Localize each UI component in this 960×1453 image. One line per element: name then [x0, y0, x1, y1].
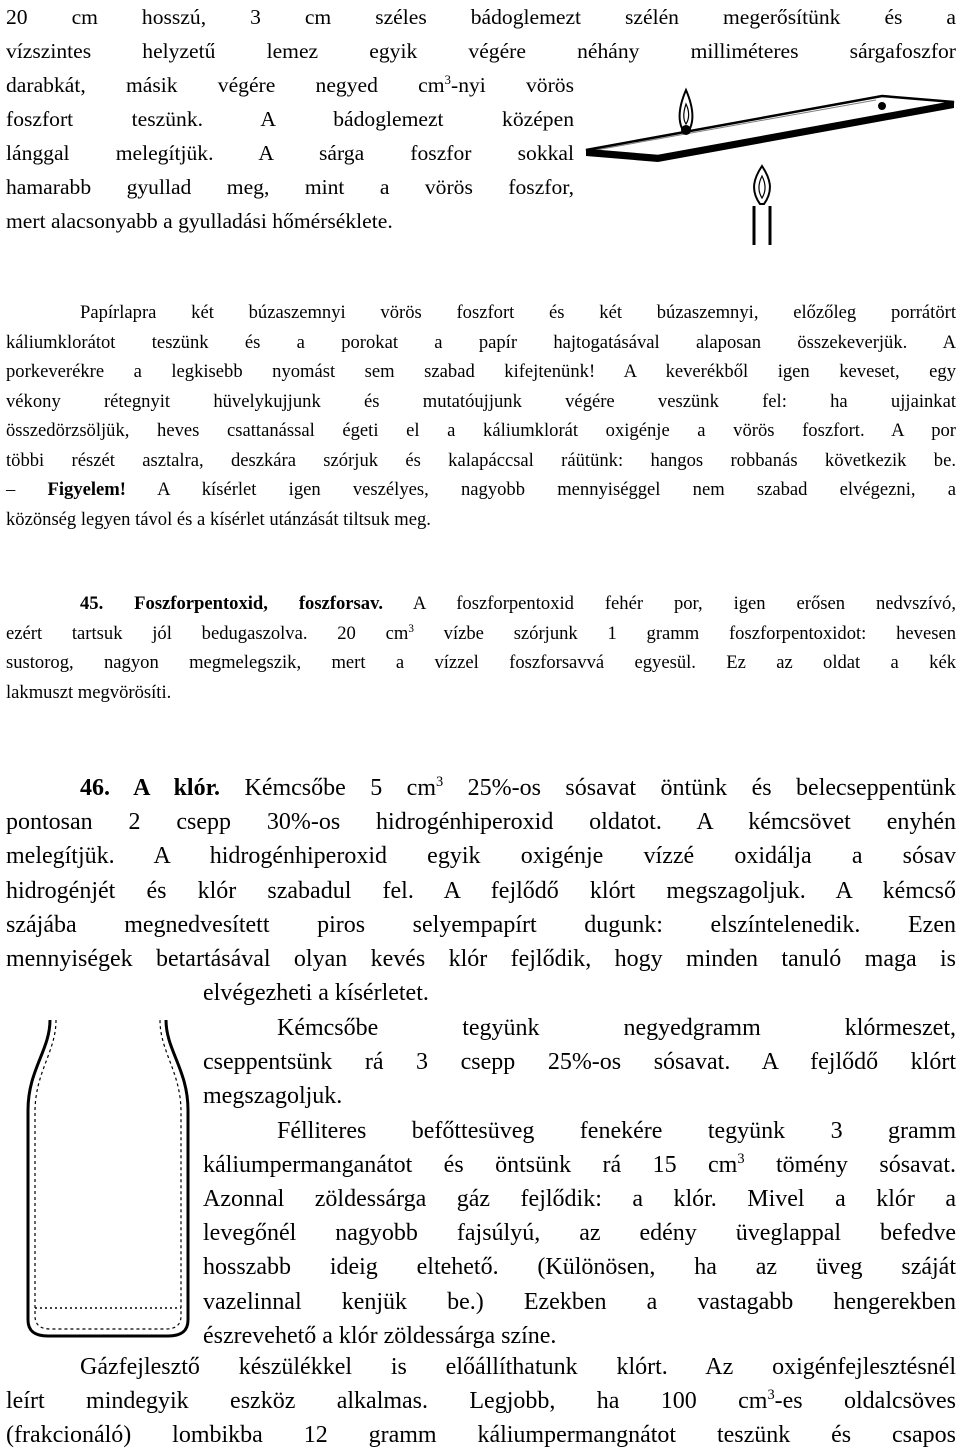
text-line: szájába megnedvesített piros selyempapírt dugunk: elszíntelenedik. Ezen [6, 911, 956, 938]
text-line: vízszintes helyzetű lemez egyik végére néhány milliméteres sárgafoszfor [6, 39, 956, 63]
section-45-phosphorus-pentoxide [6, 589, 956, 707]
text-line: melegítjük. A hidrogénhiperoxid egyik oxigénje vízzé oxidálja a sósav [6, 843, 956, 870]
text-line: elvégezheti a kísérletet. [203, 980, 429, 1007]
text-line: foszfort teszünk. A bádoglemezt középen [6, 107, 574, 131]
text-line: mennyiségek betartásával olyan kevés klór fejlődik, hogy minden tanuló maga is [6, 946, 956, 973]
section-46-chlorine [6, 771, 956, 1010]
metal-plate-flame-illustration [576, 80, 960, 250]
jar-inner-outline [35, 1020, 181, 1329]
text-line: Félliteres befőttesüveg fenekére tegyünk 3 gramm [277, 1117, 956, 1144]
plate-top [586, 96, 954, 156]
text-line: vékony rétegnyit hüvelykujjunk és mutatóujjunk végére veszünk fel: ha ujjainkat [6, 390, 956, 412]
text-line: vazelinnal kenjük be.) Ezekben a vastagabb hengerekben [203, 1288, 956, 1315]
preserving-jar-illustration [20, 1020, 195, 1340]
text-line: megszagoljuk. [203, 1083, 343, 1110]
section-heading: 46. A klór. [80, 775, 221, 801]
paragraph-gas-generator [6, 1350, 956, 1453]
text-line: sustorog, nagyon megmelegszik, mert a vízzel foszforsavvá egyesül. Ez az oldat a kék [6, 652, 956, 673]
text-line: – Figyelem! A kísérlet igen veszélyes, nagyobb mennyiséggel nem szabad elvégezni, a [6, 479, 956, 500]
text-line: összedörzsöljük, heves csattanással égeti el a káliumklorát oxigénje a vörös foszfort. A por [6, 420, 956, 441]
jar-outline [28, 1020, 188, 1336]
text-line: Kémcsőbe tegyünk negyedgramm klórmeszet, [277, 1015, 956, 1041]
text-line: káliumpermanganátot és öntsünk rá 15 $cm^3$ tömény sósavat. [203, 1150, 957, 1178]
text-line: cseppentsünk rá 3 csepp 25%-os sósavat. A fejlődő klórt [203, 1049, 956, 1076]
text-line: levegőnél nagyobb fajsúlyú, az edény üveglappal befedve [203, 1220, 956, 1247]
text-line: hidrogénjét és klór szabadul fel. A fejlődő klórt megszagoljuk. A kémcső [6, 877, 956, 904]
text-line: Gázfejlesztő készülékkel is előállíthatunk klórt. Az oxigénfejlesztésnél [80, 1354, 956, 1380]
text-line: ezért tartsuk jól bedugaszolva. 20 $cm^3$ vízbe szórjunk 1 gramm foszforpentoxidot: hevesen [6, 622, 956, 644]
text-line: (frakcionáló) lombikba 12 gramm káliumpermangnátot teszünk és csapos [6, 1422, 956, 1449]
phosphorus-piece [681, 125, 691, 135]
text-line: többi részét asztalra, deszkára szórjuk és kalapáccsal ráütünk: hangos robbanás következik be. [6, 449, 956, 471]
text-line: 20 cm hosszú, 3 cm széles bádoglemezt szélén megerősítünk és a [6, 5, 956, 29]
text-line: leírt mindegyik eszköz alkalmas. Legjobb, ha 100 $cm^3-es$ oldalcsöves [6, 1387, 956, 1415]
text-line: 46. A klór. Kémcsőbe 5 $cm^3$ 25%-os sósavat öntünk és belecseppentünk [80, 774, 956, 801]
text-line: lakmuszt megvörösíti. [6, 681, 172, 703]
text-line: pontosan 2 csepp 30%-os hidrogénhiperoxid oldatot. A kémcsövet enyhén [6, 809, 956, 836]
text-line: lánggal melegítjük. A sárga foszfor sokkal [6, 141, 574, 165]
text-line: mert alacsonyabb a gyulladási hőmérséklete. [6, 209, 393, 233]
text-line: darabkát, másik végére negyed $cm^3$-nyi vörös [6, 71, 574, 97]
text-line: észrevehető a klór zöldessárga színe. [203, 1322, 557, 1349]
section-heading: 45. Foszforpentoxid, foszforsav. [80, 593, 384, 614]
warning-label: Figyelem! [47, 479, 126, 500]
paragraph-red-phosphorus-chlorate [6, 298, 956, 534]
text-line: Papírlapra két búzaszemnyi vörös foszfort és két búzaszemnyi, előzőleg porrátört [80, 302, 956, 323]
text-line: porkeverékre a legkisebb nyomást sem szabad kifejtenünk! A keverékből igen keveset, egy [6, 361, 956, 382]
text-line: káliumklorátot teszünk és a porokat a papír hajtogatásával alaposan összekeverjük. A [6, 331, 956, 353]
paragraph-chlorine-experiments [203, 1011, 956, 1353]
text-line: Azonnal zöldessárga gáz fejlődik: a klór. Mivel a klór a [203, 1186, 956, 1213]
text-line: hosszabb ideig eltehető. (Különösen, ha az üveg száját [203, 1254, 956, 1281]
red-phosphorus-piece [878, 102, 886, 110]
text-line: 45. Foszforpentoxid, foszforsav. A foszforpentoxid fehér por, igen erősen nedvszívó, [80, 593, 956, 614]
text-line: közönség legyen távol és a kísérlet utánzását tiltsuk meg. [6, 508, 431, 530]
text-line: hamarabb gyullad meg, mint a vörös foszfor, [6, 175, 574, 199]
